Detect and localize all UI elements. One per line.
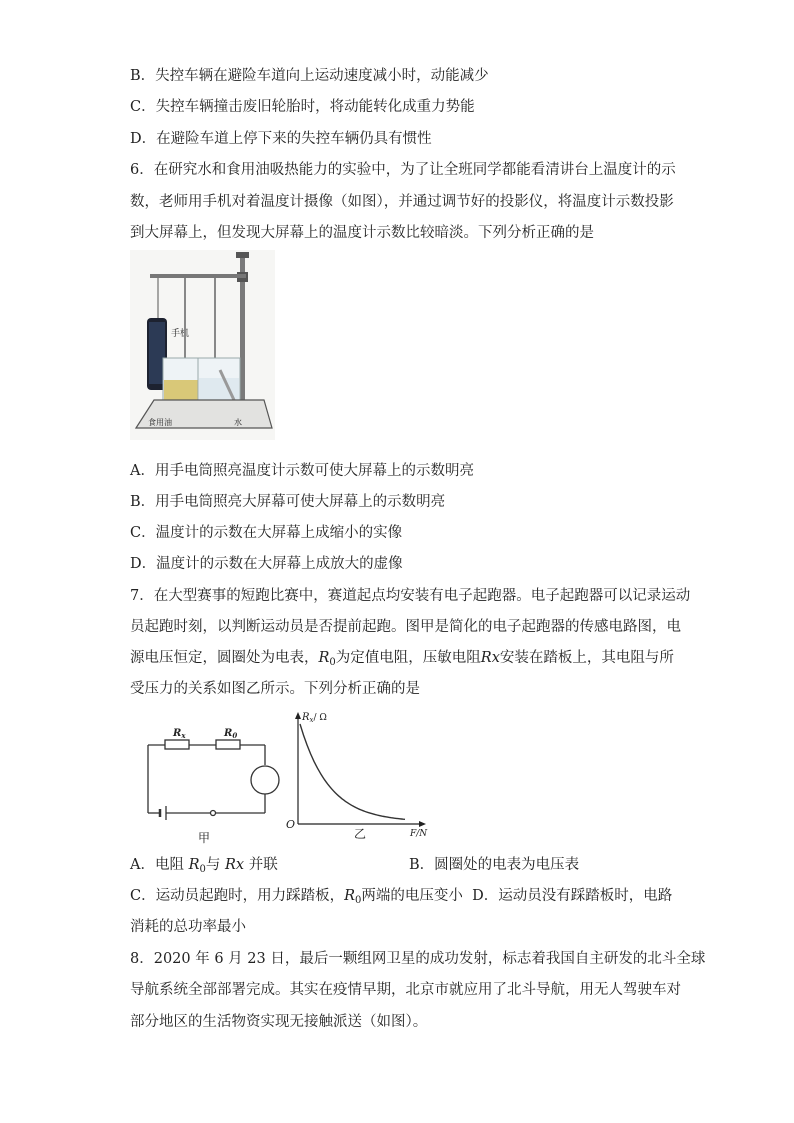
rx-label: $R_x$ xyxy=(173,728,186,740)
water-label: 水 xyxy=(234,418,242,427)
resistor-r0 xyxy=(216,740,240,749)
q7-stem-line4: 受压力的关系如图乙所示。下列分析正确的是 xyxy=(130,681,420,697)
origin-label: O xyxy=(286,818,296,831)
circuit-caption: 甲 xyxy=(198,831,211,845)
q5-option-b: B．失控车辆在避险车道向上运动速度减小时，动能减少 xyxy=(130,68,489,84)
oil-label: 食用油 xyxy=(148,418,172,427)
resistance-curve xyxy=(300,724,405,819)
crossbar xyxy=(150,274,246,278)
q7-option-b: B．圆圈处的电表为电压表 xyxy=(409,857,580,873)
y-axis-label: $R_x/$ Ω xyxy=(302,712,327,724)
q5-option-d: D．在避险车道上停下来的失控车辆仍具有惯性 xyxy=(130,131,432,147)
q6-option-c: C．温度计的示数在大屏幕上成缩小的实像 xyxy=(130,525,403,541)
q6-stem-line2: 数，老师用手机对着温度计摄像（如图），并通过调节好的投影仪，将温度计示数投影 xyxy=(130,194,674,210)
q6-stem-line3: 到大屏幕上，但发现大屏幕上的温度计示数比较暗淡。下列分析正确的是 xyxy=(130,225,594,241)
x-axis-label: F/N xyxy=(410,829,428,839)
q6-experiment-figure xyxy=(130,250,275,440)
q7-stem-line3: 源电压恒定，圆圈处为电表，$R_0$为定值电阻，压敏电阻Rx安装在踏板上，其电阻与所 xyxy=(130,650,674,668)
resistor-rx xyxy=(165,740,189,749)
q8-stem-line1: 8．2020 年 6 月 23 日，最后一颗组网卫星的成功发射，标志着我国自主研发的北斗全球 xyxy=(130,951,706,967)
meter-circle xyxy=(251,766,279,794)
q7-stem-line2: 员起跑时刻，以判断运动员是否提前起跑。图甲是简化的电子起跑器的传感电路图，电 xyxy=(130,619,681,635)
q5-option-c: C．失控车辆撞击废旧轮胎时，将动能转化成重力势能 xyxy=(130,99,475,115)
q7-option-d-cont: 消耗的总功率最小 xyxy=(130,919,246,935)
q8-stem-line2: 导航系统全部部署完成。其实在疫情早期，北京市就应用了北斗导航，用无人驾驶车对 xyxy=(130,982,681,998)
phone-label: 手机 xyxy=(171,329,190,339)
q7-option-a: A．电阻 $R_0$与 Rx 并联 xyxy=(130,857,278,875)
q6-stem-line1: 6．在研究水和食用油吸热能力的实验中，为了让全班同学都能看清讲台上温度计的示 xyxy=(130,162,676,178)
q6-option-d: D．温度计的示数在大屏幕上成放大的虚像 xyxy=(130,556,403,572)
q7-option-c-d: C．运动员起跑时，用力踩踏板，$R_0$两端的电压变小 D．运动员没有踩踏板时，电路 xyxy=(130,888,673,906)
q6-option-b: B．用手电筒照亮大屏幕可使大屏幕上的示数明亮 xyxy=(130,494,446,510)
r0-label: $R_0$ xyxy=(224,728,238,740)
graph-caption: 乙 xyxy=(354,827,367,841)
q8-stem-line3: 部分地区的生活物资实现无接触派送（如图）。 xyxy=(130,1014,428,1030)
q7-circuit-diagram xyxy=(140,720,285,845)
q7-stem-line1: 7．在大型赛事的短跑比赛中，赛道起点均安装有电子起跑器。电子起跑器可以记录运动 xyxy=(130,588,691,604)
q7-resistance-force-graph xyxy=(282,706,442,844)
q6-option-a: A．用手电筒照亮温度计示数可使大屏幕上的示数明亮 xyxy=(130,463,474,479)
switch-contact xyxy=(211,811,216,816)
